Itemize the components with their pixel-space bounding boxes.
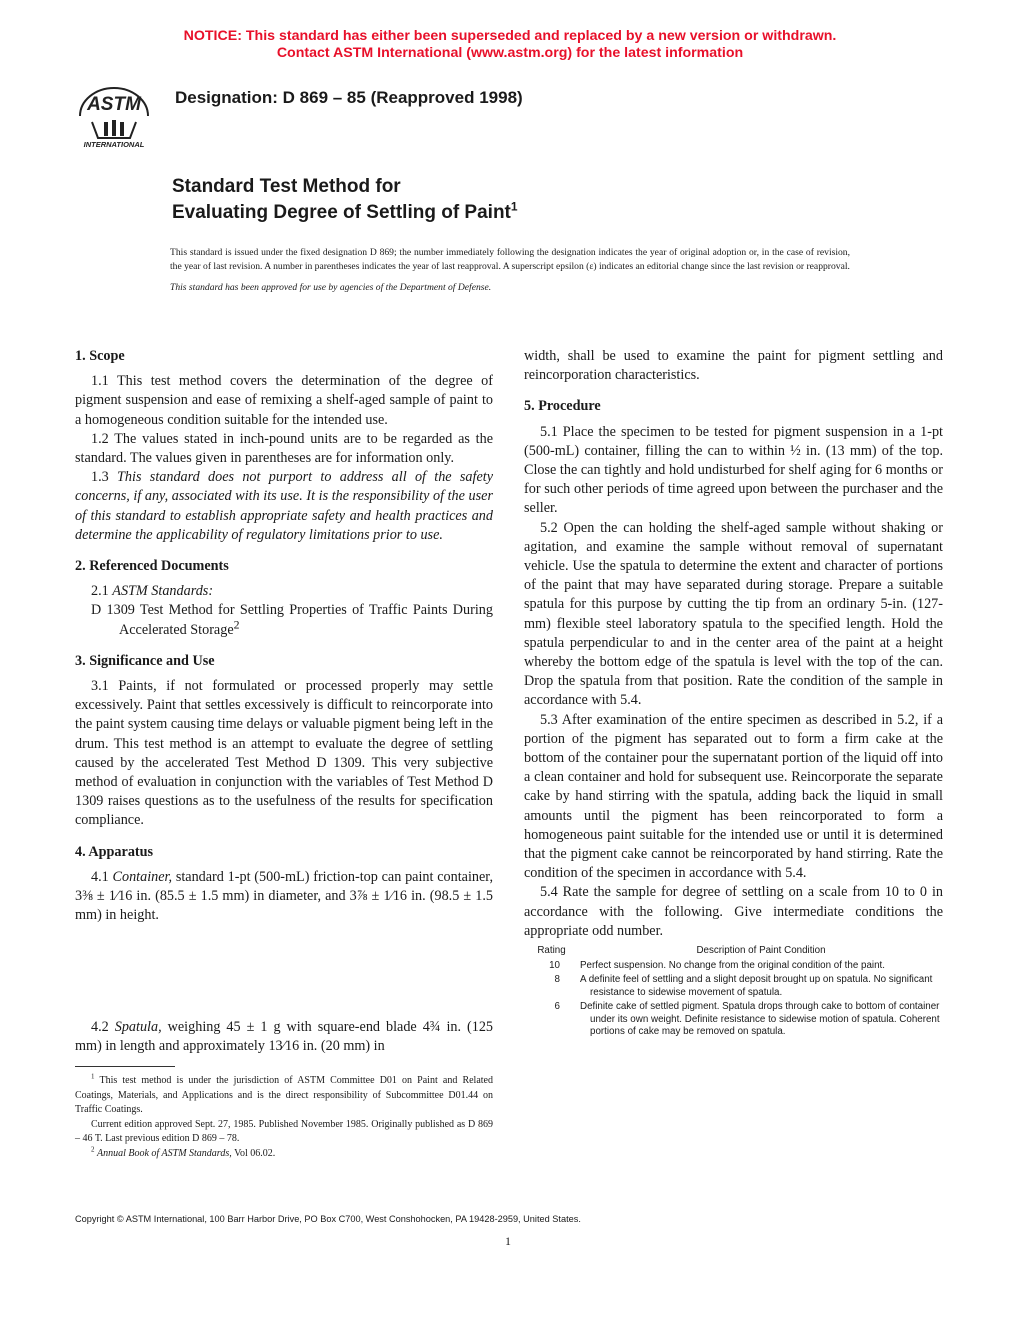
rating-description: Perfect suspension. No change from the original condition of the paint. xyxy=(580,959,885,971)
paragraph-5-4: 5.4 Rate the sample for degree of settling on a scale from 10 to 0 in accordance with the following. Give intermediate conditions the appropriate odd number. xyxy=(524,884,943,939)
table-row xyxy=(524,974,943,999)
reference-d1309: D 1309 Test Method for Settling Properties of Traffic Paints During Accelerated Storage$^2$ xyxy=(91,602,493,638)
section-heading-significance: 3. Significance and Use xyxy=(75,652,215,669)
rating-value: 6 xyxy=(554,1001,560,1013)
footnote-2: $^2$ Annual Book of ASTM Standards, Vol 06.02. xyxy=(91,1145,276,1159)
paragraph-4-1: 4.1 Container, standard 1-pt (500-mL) friction-top can paint container, 3⅜ ± 1⁄16 in. (85.5 ± 1.5 mm) in diameter, and 3⅞ ± 1⁄16 in. (98.5 ± 1.5 mm) in height. xyxy=(75,868,493,924)
copyright: Copyright © ASTM International, 100 Barr Harbor Drive, PO Box C700, West Conshohocken, PA 19428-2959, United States. xyxy=(75,1214,581,1224)
left-column xyxy=(75,347,493,925)
rating-description: A definite feel of settling and a slight deposit brought up on spatula. No significant resistance to sidewise movement of spatula. xyxy=(580,974,933,998)
paragraph-3-1: 3.1 Paints, if not formulated or processed properly may settle excessively. Paint that settles excessively is difficult to reincorporate into the paint system causing time delays or valuable pigment being left in the drum. This test method is an attempt to evaluate the degree of settling caused by the accelerated Test Method D 1309. This very subjective method of evaluation in conjunction with the variables of Test Method D 1309 raises questions as to the usefulness of the results for specification compliance. xyxy=(75,678,493,829)
paragraph-1-1: 1.1 This test method covers the determination of the degree of pigment suspension and ease of remixing a shelf-aged sample of paint to a homogeneous condition suitable for the intended use. xyxy=(75,373,493,428)
right-column xyxy=(524,347,943,1039)
logo-subtext: INTERNATIONAL xyxy=(83,140,145,149)
footnote-1-edition: Current edition approved Sept. 27, 1985. Published November 1985. Originally published as D 869 – 46 T. Last previous edition D 869 – 78. xyxy=(75,1118,493,1144)
title-line-2: Evaluating Degree of Settling of Paint$^1$ xyxy=(172,199,518,223)
section-heading-scope: 1. Scope xyxy=(75,348,125,364)
rating-value: 8 xyxy=(554,974,560,986)
rating-column-header: Rating xyxy=(537,945,566,957)
preamble xyxy=(170,246,850,295)
footnote-1: $^1$ This test method is under the jurisdiction of ASTM Committee D01 on Paint and Related Coatings, Materials, and Applications and is the direct responsibility of Subcommittee D01.44 on Traffic Coatings. xyxy=(75,1072,493,1115)
designation: Designation: D 869 – 85 (Reapproved 1998) xyxy=(175,88,523,107)
section-heading-apparatus: 4. Apparatus xyxy=(75,843,154,860)
dod-approval-note: This standard has been approved for use by agencies of the Department of Defense. xyxy=(170,282,492,293)
description-column-header: Description of Paint Condition xyxy=(696,945,826,957)
paragraph-4-2-continued: width, shall be used to examine the paint for pigment settling and reincorporation characteristics. xyxy=(524,348,943,384)
reference-footnote-mark: 2 xyxy=(233,616,240,631)
footnotes xyxy=(75,1074,493,1161)
table-row xyxy=(524,1001,943,1039)
rating-table xyxy=(524,945,943,1039)
rating-table-header xyxy=(524,945,943,958)
paragraph-1-2: 1.2 The values stated in inch-pound units are to be regarded as the standard. The values given in parentheses are for information only. xyxy=(75,430,493,467)
title-line-1: Standard Test Method for xyxy=(172,176,401,197)
paragraph-4-2-start: 4.2 Spatula, weighing 45 ± 1 g with square-end blade 4¾ in. (125 mm) in length and approximately 13⁄16 in. (20 mm) in xyxy=(75,1019,494,1055)
logo-text: ASTM xyxy=(87,94,141,115)
paragraph-5-2: 5.2 Open the can holding the shelf-aged sample without shaking or agitation, and examine the sample without removal of supernatant vehicle. Use the spatula to determine the extent and character of portions of the paint that may have separated during storage. Prepare a suitable spatula for this purpose by cutting the tip from an ordinary 5-in. (127-mm) flexible steel laboratory spatula to the specified length. Hold the spatula perpendicular to and in the center area of the paint at a height whereby the bottom edge of the spatula is level with the top of the can. Drop the spatula from that position. Rate the condition of the sample in accordance with 5.4. xyxy=(524,519,943,709)
paragraph-1-3: 1.3 This standard does not purport to address all of the safety concerns, if any, associated with its use. It is the responsibility of the user of this standard to establish appropriate safety and health practices and determine the applicability of regulatory limitations prior to use. xyxy=(75,469,493,543)
subsection-2-1: 2.1 ASTM Standards: xyxy=(91,583,214,600)
rating-value: 10 xyxy=(549,959,560,971)
notice-line-2: Contact ASTM International (www.astm.org) for the latest information xyxy=(276,45,744,61)
paragraph-5-3: 5.3 After examination of the entire specimen as described in 5.2, if a portion of the pigment has separated out to form a firm cake at the bottom of the container pour the supernatant portion of the liquid off into a clean container and hold for subsequent use. Reincorporate the separate cake by hand stirring with the spatula, adding back the liquid in small amounts until the pigment has been reincorporated to form a homogeneous paint suitable for the intended use or until it is determined that the pigment cake cannot be reincorporated by hand stirring. Rate the condition of the specimen in accordance with 5.4. xyxy=(524,711,943,882)
paragraph-5-1: 5.1 Place the specimen to be tested for pigment suspension in a 1-pt (500-mL) container, filling the can to within ½ in. (13 mm) of the top. Close the can tightly and hold undisturbed for shelf aging for 6 months or for such other periods of time agreed upon between the purchaser and the seller. xyxy=(524,423,943,517)
page-number: 1 xyxy=(505,1234,511,1248)
section-heading-procedure: 5. Procedure xyxy=(524,398,601,415)
section-heading-referenced-documents: 2. Referenced Documents xyxy=(75,558,229,575)
preamble-text: This standard is issued under the fixed designation D 869; the number immediately following the designation indicates the year of original adoption or, in the case of revision, the year of last revision. A number in parentheses indicates the year of last reapproval. A superscript epsilon (ε) indicates an editorial change since the last revision or reapproval. xyxy=(170,247,850,272)
rating-description: Definite cake of settled pigment. Spatula drops through cake to bottom of container under its own weight. Definite resistance to sidewise motion of spatula. Coherent portions of cake may be removed on spatula. xyxy=(580,1001,940,1038)
withdrawal-notice xyxy=(0,28,1020,62)
table-row xyxy=(524,960,943,973)
astm-logo xyxy=(66,76,162,150)
footnote-divider xyxy=(75,1066,175,1067)
document-title xyxy=(172,174,518,226)
title-footnote-mark: 1 xyxy=(510,199,518,214)
notice-line-1: NOTICE: This standard has either been superseded and replaced by a new version or withdrawn. xyxy=(183,28,837,44)
